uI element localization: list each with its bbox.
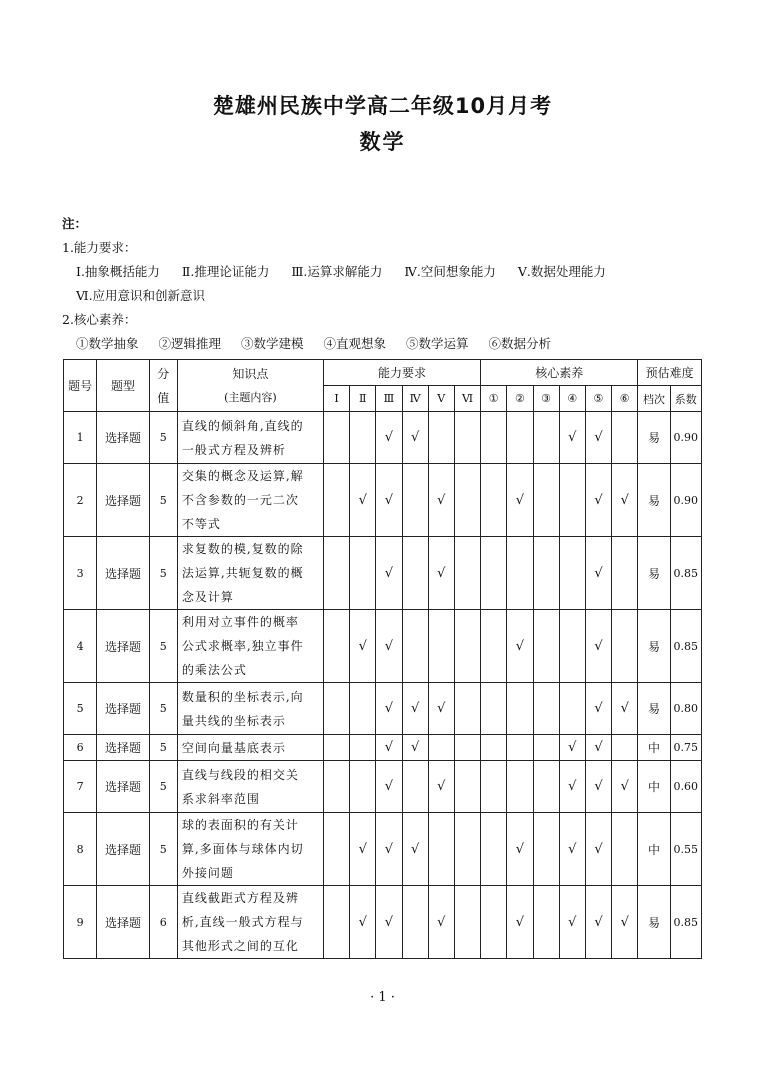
topic-line: 析,直线一般式方程与	[181, 915, 304, 929]
notes-section	[62, 212, 624, 356]
ability-check-cell	[350, 412, 376, 464]
row-num: 9	[64, 886, 97, 959]
ability-check-cell: √	[376, 464, 402, 537]
row-type: 选择题	[97, 813, 149, 886]
row-topic	[177, 610, 323, 683]
row-level: 中	[638, 735, 670, 761]
row-coef: 0.85	[670, 886, 701, 959]
ability-check-cell: √	[428, 537, 454, 610]
ability-list	[62, 260, 624, 284]
core-check-cell	[481, 683, 507, 735]
core-check-cell	[559, 464, 585, 537]
ability-check-cell	[402, 537, 428, 610]
row-type: 选择题	[97, 886, 149, 959]
ability-check-cell: √	[376, 761, 402, 813]
ability-item: Ⅳ.空间想象能力	[404, 264, 496, 279]
core-col-header: ③	[533, 386, 559, 412]
core-check-cell	[481, 813, 507, 886]
ability-check-cell	[350, 761, 376, 813]
topic-line: 其他形式之间的互化	[181, 939, 299, 953]
header-num: 题号	[64, 360, 97, 412]
core-check-cell: √	[507, 886, 533, 959]
ability-col-header: Ⅵ	[454, 386, 480, 412]
ability-col-header: Ⅲ	[376, 386, 402, 412]
row-coef: 0.90	[670, 412, 701, 464]
topic-line: 不含参数的一元二次	[181, 493, 299, 507]
header-score-b: 值	[157, 390, 170, 405]
row-level: 易	[638, 683, 670, 735]
core-check-cell	[481, 886, 507, 959]
header-knowledge-b: (主题内容)	[224, 390, 277, 404]
header-knowledge	[177, 360, 323, 412]
row-score: 5	[149, 412, 177, 464]
ability-item-6: Ⅵ.应用意识和创新意识	[76, 288, 206, 303]
core-check-cell	[533, 886, 559, 959]
ability-check-cell	[323, 761, 349, 813]
ability-check-cell	[454, 537, 480, 610]
ability-check-cell: √	[376, 813, 402, 886]
core-check-cell: √	[559, 813, 585, 886]
row-score: 5	[149, 761, 177, 813]
core-check-cell: √	[612, 464, 638, 537]
core-check-cell	[612, 813, 638, 886]
row-level: 中	[638, 761, 670, 813]
row-coef: 0.80	[670, 683, 701, 735]
table-row	[64, 683, 702, 735]
ability-check-cell: √	[376, 683, 402, 735]
core-item: ⑤数学运算	[406, 336, 469, 351]
row-num: 5	[64, 683, 97, 735]
row-topic	[177, 761, 323, 813]
core-check-cell: √	[585, 761, 611, 813]
header-ability: 能力要求	[323, 360, 480, 386]
core-heading: 2.核心素养：	[62, 312, 137, 327]
row-num: 6	[64, 735, 97, 761]
core-check-cell	[507, 683, 533, 735]
ability-check-cell	[454, 683, 480, 735]
ability-heading: 1.能力要求：	[62, 240, 137, 255]
topic-line: 利用对立事件的概率	[181, 615, 299, 629]
row-level: 易	[638, 537, 670, 610]
core-check-cell	[533, 610, 559, 683]
core-check-cell	[612, 610, 638, 683]
ability-check-cell	[428, 412, 454, 464]
ability-check-cell	[323, 886, 349, 959]
ability-check-cell: √	[402, 412, 428, 464]
document-title: 楚雄州民族中学高二年级10月月考	[212, 94, 553, 118]
core-check-cell	[507, 537, 533, 610]
core-col-header: ④	[559, 386, 585, 412]
ability-check-cell: √	[428, 761, 454, 813]
table-row	[64, 761, 702, 813]
topic-line: 外接问题	[181, 866, 234, 880]
table-row	[64, 886, 702, 959]
ability-check-cell	[454, 886, 480, 959]
ability-check-cell: √	[428, 464, 454, 537]
core-check-cell	[533, 537, 559, 610]
ability-item: Ⅴ.数据处理能力	[517, 264, 606, 279]
topic-line: 求复数的模,复数的除	[181, 542, 304, 556]
table-body	[64, 412, 702, 959]
core-check-cell	[481, 412, 507, 464]
core-check-cell	[612, 412, 638, 464]
core-check-cell	[481, 735, 507, 761]
core-check-cell: √	[612, 683, 638, 735]
ability-check-cell	[323, 412, 349, 464]
core-check-cell: √	[585, 412, 611, 464]
topic-line: 空间向量基底表示	[181, 740, 286, 755]
row-level: 易	[638, 464, 670, 537]
row-topic	[177, 683, 323, 735]
ability-check-cell	[428, 610, 454, 683]
row-num: 8	[64, 813, 97, 886]
topic-line: 数量积的坐标表示,向	[181, 689, 304, 704]
table-row	[64, 610, 702, 683]
row-coef: 0.90	[670, 464, 701, 537]
core-check-cell	[612, 537, 638, 610]
core-check-cell: √	[585, 464, 611, 537]
core-check-cell	[533, 735, 559, 761]
core-item: ②逻辑推理	[158, 336, 222, 351]
core-check-cell: √	[559, 735, 585, 761]
core-list	[62, 332, 624, 356]
row-type: 选择题	[97, 537, 149, 610]
core-item: ①数学抽象	[76, 336, 139, 351]
core-check-cell	[533, 761, 559, 813]
core-check-cell	[481, 537, 507, 610]
core-col-header: ②	[507, 386, 533, 412]
ability-check-cell	[350, 735, 376, 761]
ability-check-cell	[350, 537, 376, 610]
header-score	[149, 360, 177, 412]
row-topic	[177, 412, 323, 464]
ability-check-cell	[323, 683, 349, 735]
row-type: 选择题	[97, 412, 149, 464]
row-type: 选择题	[97, 735, 149, 761]
topic-line: 公式求概率,独立事件	[181, 639, 304, 653]
row-type: 选择题	[97, 683, 149, 735]
topic-line: 一般式方程及辨析	[181, 442, 286, 457]
spec-table	[63, 359, 702, 959]
core-check-cell: √	[585, 537, 611, 610]
ability-col-header: Ⅰ	[323, 386, 349, 412]
header-level: 档次	[638, 386, 670, 412]
ability-check-cell	[323, 610, 349, 683]
ability-check-cell	[323, 537, 349, 610]
header-coef: 系数	[670, 386, 701, 412]
core-check-cell	[612, 735, 638, 761]
ability-check-cell: √	[376, 412, 402, 464]
core-check-cell	[481, 761, 507, 813]
table-row	[64, 412, 702, 464]
row-type: 选择题	[97, 464, 149, 537]
topic-line: 不等式	[181, 517, 221, 531]
table-row	[64, 537, 702, 610]
core-check-cell	[481, 464, 507, 537]
core-col-header: ⑤	[585, 386, 611, 412]
core-check-cell	[507, 412, 533, 464]
ability-check-cell: √	[376, 537, 402, 610]
row-type: 选择题	[97, 761, 149, 813]
row-num: 2	[64, 464, 97, 537]
row-topic	[177, 886, 323, 959]
ability-check-cell	[428, 813, 454, 886]
ability-item: Ⅱ.推理论证能力	[181, 264, 270, 279]
core-item: ③数学建模	[241, 336, 304, 351]
row-num: 1	[64, 412, 97, 464]
row-num: 4	[64, 610, 97, 683]
row-score: 5	[149, 735, 177, 761]
header-score-a: 分	[157, 366, 170, 381]
row-coef: 0.60	[670, 761, 701, 813]
row-num: 7	[64, 761, 97, 813]
ability-check-cell: √	[402, 735, 428, 761]
core-check-cell: √	[585, 735, 611, 761]
row-level: 中	[638, 813, 670, 886]
ability-check-cell	[454, 735, 480, 761]
header-knowledge-a: 知识点	[232, 366, 269, 381]
table-row	[64, 464, 702, 537]
ability-check-cell: √	[402, 813, 428, 886]
core-check-cell: √	[612, 886, 638, 959]
core-check-cell: √	[585, 610, 611, 683]
ability-col-header: Ⅳ	[402, 386, 428, 412]
core-check-cell: √	[559, 412, 585, 464]
ability-check-cell: √	[428, 683, 454, 735]
row-level: 易	[638, 412, 670, 464]
core-check-cell	[559, 537, 585, 610]
topic-line: 量共线的坐标表示	[181, 713, 286, 728]
row-score: 5	[149, 683, 177, 735]
row-coef: 0.85	[670, 610, 701, 683]
core-check-cell: √	[585, 813, 611, 886]
row-coef: 0.85	[670, 537, 701, 610]
header-type: 题型	[97, 360, 149, 412]
row-score: 6	[149, 886, 177, 959]
notes-label: 注：	[62, 216, 88, 231]
row-score: 5	[149, 464, 177, 537]
ability-item: Ⅰ.抽象概括能力	[76, 264, 160, 279]
core-check-cell: √	[612, 761, 638, 813]
core-item: ⑥数据分析	[488, 336, 552, 351]
row-num: 3	[64, 537, 97, 610]
ability-item: Ⅲ.运算求解能力	[291, 264, 383, 279]
ability-check-cell	[323, 735, 349, 761]
ability-check-cell: √	[376, 610, 402, 683]
row-topic	[177, 537, 323, 610]
core-check-cell: √	[507, 813, 533, 886]
core-check-cell: √	[507, 464, 533, 537]
row-score: 5	[149, 537, 177, 610]
core-check-cell: √	[559, 761, 585, 813]
core-check-cell	[559, 683, 585, 735]
core-item: ④直观想象	[323, 336, 387, 351]
row-coef: 0.75	[670, 735, 701, 761]
core-check-cell	[533, 412, 559, 464]
core-check-cell	[507, 735, 533, 761]
topic-line: 念及计算	[181, 590, 234, 604]
core-check-cell: √	[559, 886, 585, 959]
row-score: 5	[149, 813, 177, 886]
ability-check-cell	[454, 464, 480, 537]
ability-check-cell	[402, 886, 428, 959]
header-difficulty: 预估难度	[638, 360, 702, 386]
ability-check-cell: √	[350, 464, 376, 537]
topic-line: 交集的概念及运算,解	[181, 469, 304, 483]
ability-check-cell	[323, 813, 349, 886]
ability-check-cell	[454, 412, 480, 464]
ability-check-cell	[428, 735, 454, 761]
row-topic	[177, 735, 323, 761]
core-check-cell	[533, 683, 559, 735]
core-check-cell	[559, 610, 585, 683]
page-number: · 1 ·	[370, 990, 395, 1005]
core-check-cell	[507, 761, 533, 813]
ability-check-cell	[402, 464, 428, 537]
ability-check-cell	[350, 683, 376, 735]
topic-line: 的乘法公式	[181, 663, 247, 677]
row-type: 选择题	[97, 610, 149, 683]
core-check-cell: √	[585, 683, 611, 735]
row-score: 5	[149, 610, 177, 683]
topic-line: 直线的倾斜角,直线的	[181, 418, 304, 433]
ability-check-cell	[454, 761, 480, 813]
core-check-cell: √	[507, 610, 533, 683]
ability-check-cell	[454, 813, 480, 886]
ability-check-cell: √	[350, 813, 376, 886]
table-row	[64, 813, 702, 886]
row-coef: 0.55	[670, 813, 701, 886]
core-check-cell: √	[585, 886, 611, 959]
row-level: 易	[638, 610, 670, 683]
ability-col-header: Ⅱ	[350, 386, 376, 412]
ability-check-cell	[323, 464, 349, 537]
ability-check-cell	[402, 610, 428, 683]
header-row-1	[64, 360, 702, 386]
subject-title: 数学	[359, 130, 406, 154]
topic-line: 法运算,共轭复数的概	[181, 566, 304, 580]
topic-line: 系求斜率范围	[181, 791, 260, 806]
topic-line: 直线截距式方程及辨	[181, 891, 299, 905]
topic-line: 算,多面体与球体内切	[181, 842, 304, 856]
ability-check-cell: √	[376, 735, 402, 761]
core-col-header: ①	[481, 386, 507, 412]
row-topic	[177, 813, 323, 886]
topic-line: 直线与线段的相交关	[181, 767, 299, 782]
core-check-cell	[533, 464, 559, 537]
ability-col-header: Ⅴ	[428, 386, 454, 412]
ability-check-cell: √	[376, 886, 402, 959]
ability-check-cell: √	[350, 610, 376, 683]
ability-check-cell	[454, 610, 480, 683]
topic-line: 球的表面积的有关计	[181, 818, 299, 832]
ability-check-cell: √	[402, 683, 428, 735]
header-core: 核心素养	[481, 360, 638, 386]
row-topic	[177, 464, 323, 537]
core-check-cell	[533, 813, 559, 886]
core-check-cell	[481, 610, 507, 683]
ability-check-cell	[402, 761, 428, 813]
row-level: 易	[638, 886, 670, 959]
table-row	[64, 735, 702, 761]
ability-check-cell: √	[428, 886, 454, 959]
core-col-header: ⑥	[612, 386, 638, 412]
ability-check-cell: √	[350, 886, 376, 959]
